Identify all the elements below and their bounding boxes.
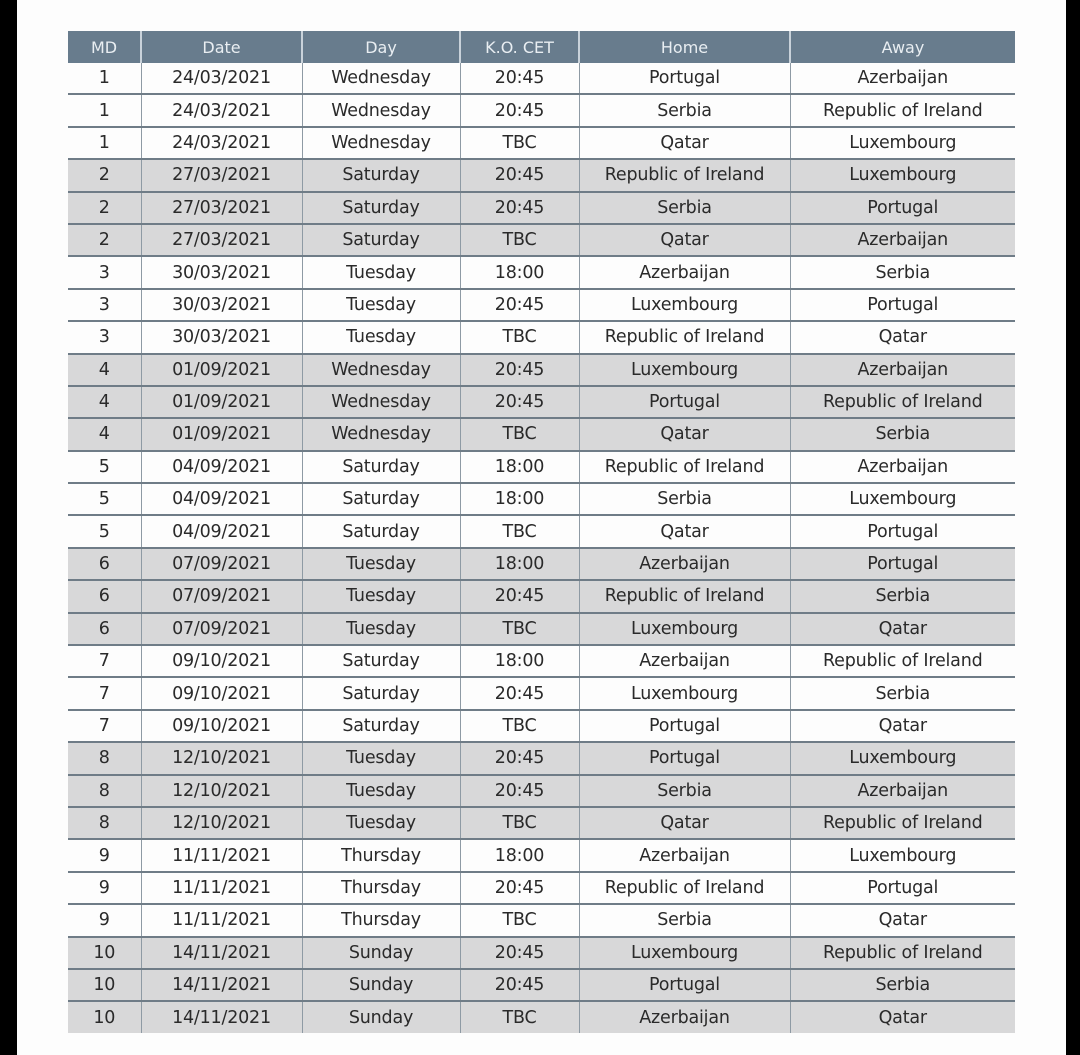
cell-date: 27/03/2021 xyxy=(141,159,302,191)
cell-date: 27/03/2021 xyxy=(141,192,302,224)
cell-ko-time: TBC xyxy=(460,1001,579,1032)
table-row xyxy=(68,613,1015,645)
cell-ko-time: 20:45 xyxy=(460,677,579,709)
cell-home: Azerbaijan xyxy=(579,1001,790,1032)
cell-md: 8 xyxy=(68,742,141,774)
cell-ko-time: TBC xyxy=(460,224,579,256)
table-row xyxy=(68,969,1015,1001)
cell-date: 04/09/2021 xyxy=(141,483,302,515)
cell-away: Qatar xyxy=(790,613,1015,645)
cell-home: Luxembourg xyxy=(579,937,790,969)
cell-md: 6 xyxy=(68,580,141,612)
cell-away: Azerbaijan xyxy=(790,224,1015,256)
cell-day: Tuesday xyxy=(302,289,460,321)
cell-day: Tuesday xyxy=(302,321,460,353)
cell-md: 1 xyxy=(68,63,141,94)
cell-day: Wednesday xyxy=(302,354,460,386)
cell-away: Qatar xyxy=(790,710,1015,742)
cell-ko-time: 20:45 xyxy=(460,937,579,969)
cell-md: 3 xyxy=(68,289,141,321)
cell-away: Republic of Ireland xyxy=(790,645,1015,677)
cell-away: Portugal xyxy=(790,515,1015,547)
table-row xyxy=(68,775,1015,807)
cell-away: Portugal xyxy=(790,192,1015,224)
document-page xyxy=(17,0,1066,1055)
table-row xyxy=(68,256,1015,288)
cell-away: Qatar xyxy=(790,321,1015,353)
cell-ko-time: 20:45 xyxy=(460,192,579,224)
cell-home: Luxembourg xyxy=(579,289,790,321)
cell-md: 4 xyxy=(68,418,141,450)
table-row xyxy=(68,483,1015,515)
cell-ko-time: 20:45 xyxy=(460,289,579,321)
cell-ko-time: 20:45 xyxy=(460,742,579,774)
cell-away: Serbia xyxy=(790,580,1015,612)
table-row xyxy=(68,515,1015,547)
cell-day: Saturday xyxy=(302,192,460,224)
cell-date: 14/11/2021 xyxy=(141,937,302,969)
cell-md: 7 xyxy=(68,645,141,677)
cell-home: Qatar xyxy=(579,127,790,159)
cell-ko-time: TBC xyxy=(460,127,579,159)
cell-md: 10 xyxy=(68,1001,141,1032)
cell-day: Saturday xyxy=(302,159,460,191)
cell-date: 07/09/2021 xyxy=(141,548,302,580)
cell-home: Portugal xyxy=(579,710,790,742)
table-row xyxy=(68,1001,1015,1032)
cell-away: Azerbaijan xyxy=(790,775,1015,807)
cell-home: Serbia xyxy=(579,192,790,224)
header-away: Away xyxy=(790,31,1015,63)
table-row xyxy=(68,548,1015,580)
cell-home: Azerbaijan xyxy=(579,548,790,580)
cell-day: Saturday xyxy=(302,451,460,483)
cell-date: 30/03/2021 xyxy=(141,289,302,321)
cell-home: Azerbaijan xyxy=(579,839,790,871)
cell-away: Luxembourg xyxy=(790,127,1015,159)
cell-day: Sunday xyxy=(302,1001,460,1032)
cell-day: Wednesday xyxy=(302,94,460,126)
cell-home: Luxembourg xyxy=(579,613,790,645)
cell-day: Saturday xyxy=(302,645,460,677)
cell-ko-time: 20:45 xyxy=(460,386,579,418)
fixtures-body xyxy=(68,63,1015,1033)
cell-home: Qatar xyxy=(579,224,790,256)
table-row xyxy=(68,418,1015,450)
cell-day: Tuesday xyxy=(302,548,460,580)
cell-date: 24/03/2021 xyxy=(141,127,302,159)
cell-date: 27/03/2021 xyxy=(141,224,302,256)
cell-home: Azerbaijan xyxy=(579,256,790,288)
cell-day: Thursday xyxy=(302,839,460,871)
table-row xyxy=(68,289,1015,321)
cell-away: Azerbaijan xyxy=(790,354,1015,386)
cell-md: 5 xyxy=(68,515,141,547)
cell-ko-time: TBC xyxy=(460,613,579,645)
cell-ko-time: 20:45 xyxy=(460,63,579,94)
cell-home: Republic of Ireland xyxy=(579,321,790,353)
cell-md: 10 xyxy=(68,969,141,1001)
cell-day: Tuesday xyxy=(302,742,460,774)
cell-ko-time: 20:45 xyxy=(460,872,579,904)
table-row xyxy=(68,94,1015,126)
cell-date: 01/09/2021 xyxy=(141,354,302,386)
table-row xyxy=(68,872,1015,904)
cell-home: Serbia xyxy=(579,775,790,807)
cell-date: 09/10/2021 xyxy=(141,645,302,677)
cell-ko-time: 20:45 xyxy=(460,775,579,807)
cell-md: 6 xyxy=(68,548,141,580)
cell-date: 07/09/2021 xyxy=(141,580,302,612)
cell-ko-time: 18:00 xyxy=(460,451,579,483)
cell-date: 11/11/2021 xyxy=(141,904,302,936)
cell-away: Serbia xyxy=(790,418,1015,450)
cell-ko-time: TBC xyxy=(460,515,579,547)
cell-date: 04/09/2021 xyxy=(141,451,302,483)
cell-away: Portugal xyxy=(790,548,1015,580)
cell-home: Serbia xyxy=(579,483,790,515)
table-header-row xyxy=(68,31,1015,63)
table-row xyxy=(68,677,1015,709)
cell-date: 11/11/2021 xyxy=(141,839,302,871)
cell-md: 7 xyxy=(68,677,141,709)
cell-md: 5 xyxy=(68,483,141,515)
cell-away: Serbia xyxy=(790,677,1015,709)
cell-home: Luxembourg xyxy=(579,677,790,709)
table-row xyxy=(68,321,1015,353)
cell-md: 9 xyxy=(68,872,141,904)
cell-md: 2 xyxy=(68,192,141,224)
cell-ko-time: 20:45 xyxy=(460,159,579,191)
cell-away: Luxembourg xyxy=(790,159,1015,191)
table-row xyxy=(68,386,1015,418)
cell-away: Republic of Ireland xyxy=(790,94,1015,126)
cell-date: 14/11/2021 xyxy=(141,1001,302,1032)
cell-home: Serbia xyxy=(579,904,790,936)
cell-ko-time: TBC xyxy=(460,807,579,839)
cell-home: Republic of Ireland xyxy=(579,159,790,191)
cell-md: 2 xyxy=(68,159,141,191)
table-row xyxy=(68,742,1015,774)
cell-day: Tuesday xyxy=(302,613,460,645)
table-row xyxy=(68,904,1015,936)
cell-day: Wednesday xyxy=(302,386,460,418)
cell-day: Tuesday xyxy=(302,256,460,288)
cell-away: Luxembourg xyxy=(790,839,1015,871)
table-row xyxy=(68,63,1015,94)
cell-date: 30/03/2021 xyxy=(141,256,302,288)
cell-ko-time: 18:00 xyxy=(460,645,579,677)
header-day: Day xyxy=(302,31,460,63)
cell-md: 2 xyxy=(68,224,141,256)
cell-date: 01/09/2021 xyxy=(141,418,302,450)
cell-md: 3 xyxy=(68,256,141,288)
cell-date: 09/10/2021 xyxy=(141,710,302,742)
cell-md: 8 xyxy=(68,775,141,807)
cell-md: 9 xyxy=(68,904,141,936)
cell-day: Saturday xyxy=(302,515,460,547)
cell-home: Republic of Ireland xyxy=(579,872,790,904)
cell-md: 8 xyxy=(68,807,141,839)
table-row xyxy=(68,839,1015,871)
cell-date: 11/11/2021 xyxy=(141,872,302,904)
cell-day: Saturday xyxy=(302,677,460,709)
cell-ko-time: 18:00 xyxy=(460,256,579,288)
cell-home: Luxembourg xyxy=(579,354,790,386)
cell-date: 12/10/2021 xyxy=(141,742,302,774)
cell-home: Republic of Ireland xyxy=(579,451,790,483)
header-home: Home xyxy=(579,31,790,63)
cell-date: 09/10/2021 xyxy=(141,677,302,709)
cell-away: Serbia xyxy=(790,256,1015,288)
header-date: Date xyxy=(141,31,302,63)
cell-ko-time: TBC xyxy=(460,710,579,742)
cell-day: Thursday xyxy=(302,872,460,904)
cell-home: Republic of Ireland xyxy=(579,580,790,612)
cell-home: Serbia xyxy=(579,94,790,126)
cell-ko-time: 18:00 xyxy=(460,839,579,871)
cell-md: 7 xyxy=(68,710,141,742)
cell-day: Thursday xyxy=(302,904,460,936)
cell-date: 12/10/2021 xyxy=(141,807,302,839)
cell-md: 9 xyxy=(68,839,141,871)
cell-ko-time: 20:45 xyxy=(460,354,579,386)
cell-md: 1 xyxy=(68,94,141,126)
cell-away: Luxembourg xyxy=(790,742,1015,774)
cell-md: 4 xyxy=(68,386,141,418)
cell-ko-time: TBC xyxy=(460,904,579,936)
cell-md: 10 xyxy=(68,937,141,969)
cell-day: Sunday xyxy=(302,937,460,969)
cell-md: 6 xyxy=(68,613,141,645)
cell-day: Wednesday xyxy=(302,127,460,159)
cell-ko-time: TBC xyxy=(460,418,579,450)
cell-date: 24/03/2021 xyxy=(141,94,302,126)
cell-day: Tuesday xyxy=(302,775,460,807)
header-md: MD xyxy=(68,31,141,63)
cell-away: Luxembourg xyxy=(790,483,1015,515)
cell-away: Azerbaijan xyxy=(790,63,1015,94)
table-row xyxy=(68,807,1015,839)
cell-away: Qatar xyxy=(790,1001,1015,1032)
cell-date: 24/03/2021 xyxy=(141,63,302,94)
table-row xyxy=(68,354,1015,386)
cell-away: Republic of Ireland xyxy=(790,807,1015,839)
cell-away: Azerbaijan xyxy=(790,451,1015,483)
cell-day: Saturday xyxy=(302,224,460,256)
cell-home: Portugal xyxy=(579,742,790,774)
cell-away: Republic of Ireland xyxy=(790,937,1015,969)
cell-ko-time: 20:45 xyxy=(460,580,579,612)
table-row xyxy=(68,127,1015,159)
table-row xyxy=(68,937,1015,969)
cell-md: 1 xyxy=(68,127,141,159)
table-row xyxy=(68,192,1015,224)
cell-date: 30/03/2021 xyxy=(141,321,302,353)
cell-home: Qatar xyxy=(579,418,790,450)
cell-md: 4 xyxy=(68,354,141,386)
cell-date: 14/11/2021 xyxy=(141,969,302,1001)
cell-away: Qatar xyxy=(790,904,1015,936)
cell-ko-time: 18:00 xyxy=(460,548,579,580)
cell-home: Portugal xyxy=(579,63,790,94)
cell-away: Serbia xyxy=(790,969,1015,1001)
cell-home: Qatar xyxy=(579,515,790,547)
cell-md: 5 xyxy=(68,451,141,483)
cell-day: Wednesday xyxy=(302,418,460,450)
cell-ko-time: 20:45 xyxy=(460,969,579,1001)
cell-home: Portugal xyxy=(579,386,790,418)
table-row xyxy=(68,710,1015,742)
table-row xyxy=(68,645,1015,677)
cell-date: 01/09/2021 xyxy=(141,386,302,418)
header-ko-time: K.O. CET xyxy=(460,31,579,63)
cell-day: Sunday xyxy=(302,969,460,1001)
cell-ko-time: TBC xyxy=(460,321,579,353)
cell-day: Saturday xyxy=(302,710,460,742)
cell-home: Portugal xyxy=(579,969,790,1001)
cell-date: 04/09/2021 xyxy=(141,515,302,547)
cell-date: 12/10/2021 xyxy=(141,775,302,807)
fixtures-table xyxy=(68,31,1015,1033)
cell-day: Wednesday xyxy=(302,63,460,94)
cell-day: Tuesday xyxy=(302,807,460,839)
table-row xyxy=(68,451,1015,483)
cell-home: Azerbaijan xyxy=(579,645,790,677)
cell-away: Portugal xyxy=(790,289,1015,321)
cell-ko-time: 20:45 xyxy=(460,94,579,126)
cell-day: Saturday xyxy=(302,483,460,515)
cell-ko-time: 18:00 xyxy=(460,483,579,515)
table-row xyxy=(68,224,1015,256)
table-row xyxy=(68,159,1015,191)
cell-home: Qatar xyxy=(579,807,790,839)
cell-date: 07/09/2021 xyxy=(141,613,302,645)
cell-away: Portugal xyxy=(790,872,1015,904)
table-row xyxy=(68,580,1015,612)
cell-md: 3 xyxy=(68,321,141,353)
cell-away: Republic of Ireland xyxy=(790,386,1015,418)
cell-day: Tuesday xyxy=(302,580,460,612)
